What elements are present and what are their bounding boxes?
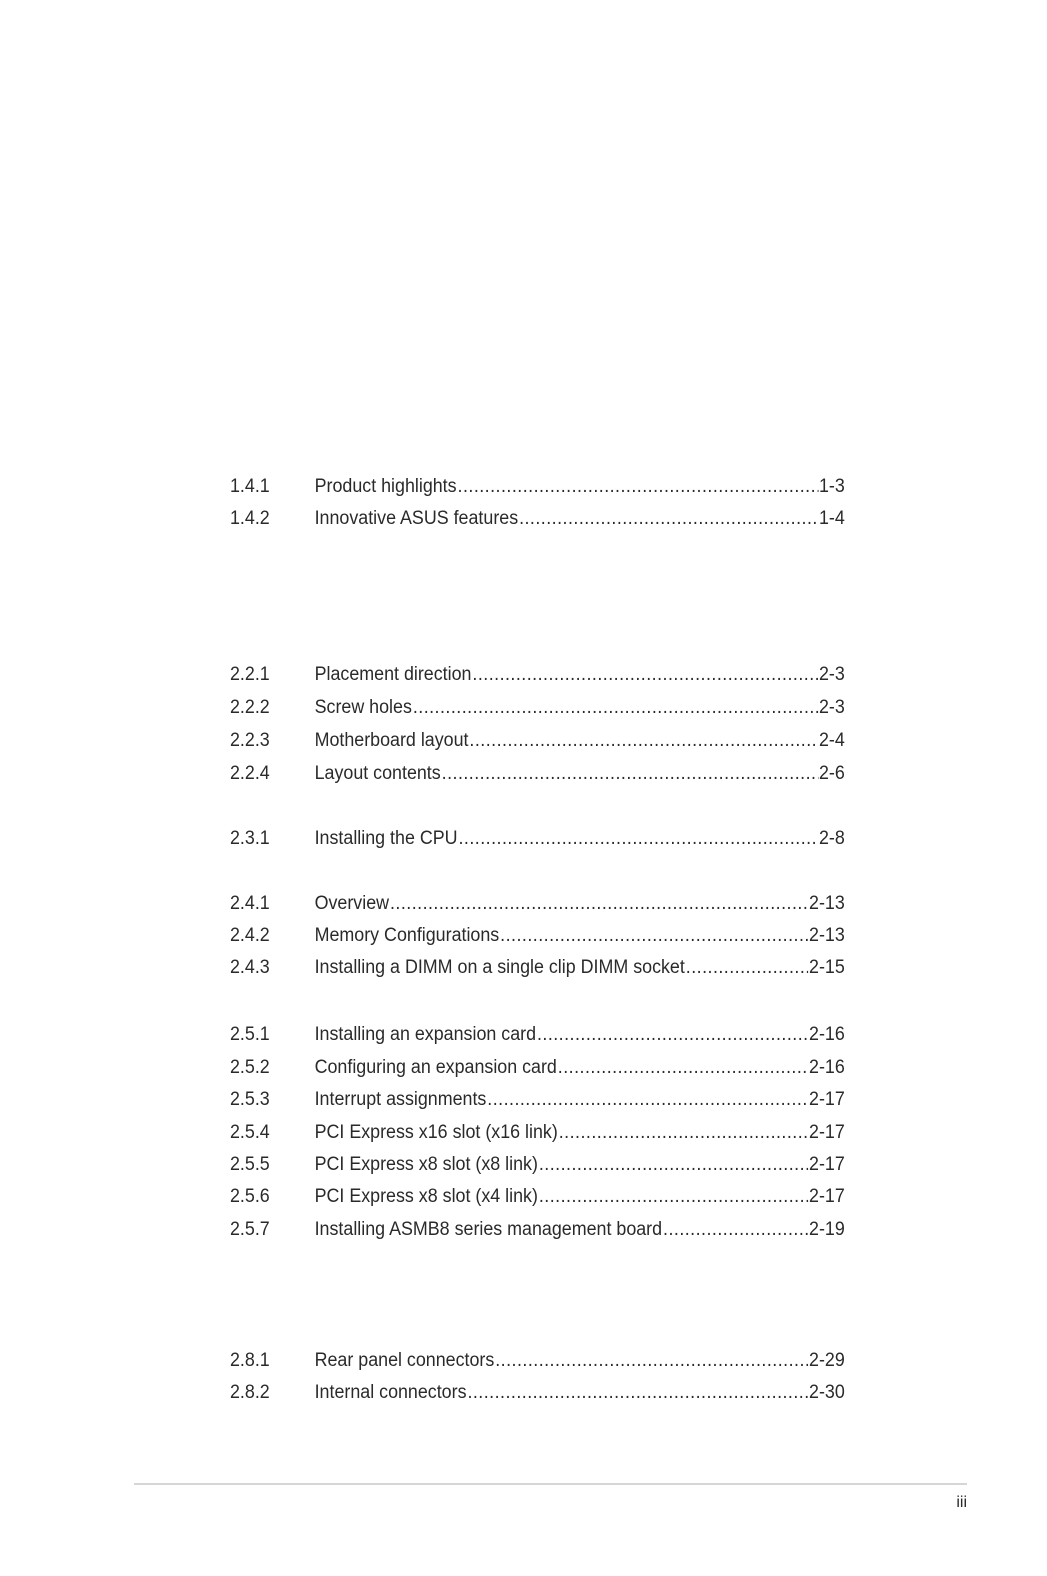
toc-entry-page: 2-29 [809,1350,845,1371]
toc-entry-page: 2-3 [818,664,845,685]
toc-entry[interactable] [230,662,845,688]
toc-entry[interactable] [230,695,845,721]
toc-dot-leader [472,662,818,688]
toc-entry-number: 2.5.7 [230,1219,270,1240]
toc-entry[interactable] [230,1022,845,1048]
toc-entry-title: Placement direction [314,664,472,685]
toc-dot-leader [390,891,808,917]
toc-entry[interactable] [230,923,845,949]
toc-entry[interactable] [230,1348,845,1374]
toc-entry[interactable] [230,826,845,852]
toc-entry-title: Rear panel connectors [314,1350,495,1371]
footer-divider [134,1483,967,1485]
toc-entry-title: PCI Express x16 slot (x16 link) [314,1122,558,1143]
toc-dot-leader [458,474,818,500]
toc-entry[interactable] [230,955,845,981]
toc-dot-leader [495,1348,808,1374]
toc-entry-page: 1-4 [818,508,845,529]
toc-entry[interactable] [230,1217,845,1243]
toc-entry-number: 1.4.2 [230,508,270,529]
toc-dot-leader [442,761,818,787]
toc-entry-title: Memory Configurations [314,925,500,946]
toc-entry-title: Overview [314,893,390,914]
toc-entry-title: PCI Express x8 slot (x4 link) [314,1186,538,1207]
toc-entry-number: 2.5.3 [230,1089,270,1110]
toc-entry-page: 2-4 [818,730,845,751]
toc-entry-number: 2.2.2 [230,697,270,718]
toc-dot-leader [500,923,808,949]
toc-entry-title: Product highlights [314,476,457,497]
toc-entry-page: 2-30 [809,1382,845,1403]
page-number: iii [956,1494,967,1511]
toc-entry-page: 2-6 [818,763,845,784]
toc-dot-leader [458,826,818,852]
toc-entry-number: 2.3.1 [230,828,270,849]
toc-dot-leader [413,695,818,721]
toc-entry-page: 2-17 [809,1154,845,1175]
toc-entry-title: Installing ASMB8 series management board [314,1219,663,1240]
toc-entry[interactable] [230,1152,845,1178]
toc-dot-leader [519,506,818,532]
toc-entry[interactable] [230,1120,845,1146]
toc-dot-leader [469,728,818,754]
toc-dot-leader [539,1184,808,1210]
toc-entry-number: 2.2.4 [230,763,270,784]
toc-entry-page: 2-17 [809,1122,845,1143]
toc-entry-page: 2-16 [809,1057,845,1078]
toc-entry-number: 2.2.1 [230,664,270,685]
toc-entry-number: 2.8.2 [230,1382,270,1403]
toc-dot-leader [537,1022,808,1048]
toc-entry-title: Configuring an expansion card [314,1057,557,1078]
toc-entry-title: Installing an expansion card [314,1024,537,1045]
toc-entry-page: 1-3 [818,476,845,497]
toc-entry-title: Screw holes [314,697,412,718]
toc-entry-number: 2.4.2 [230,925,270,946]
toc-dot-leader [686,955,808,981]
toc-entry-number: 2.2.3 [230,730,270,751]
toc-entry-title: Installing the CPU [314,828,458,849]
toc-entry-number: 2.4.3 [230,957,270,978]
toc-entry[interactable] [230,761,845,787]
toc-entry-number: 2.5.6 [230,1186,270,1207]
toc-entry-number: 2.5.2 [230,1057,270,1078]
toc-entry-page: 2-8 [818,828,845,849]
toc-entry[interactable] [230,506,845,532]
toc-entry[interactable] [230,728,845,754]
toc-entry-number: 2.4.1 [230,893,270,914]
toc-entry-title: PCI Express x8 slot (x8 link) [314,1154,538,1175]
toc-entry[interactable] [230,1087,845,1113]
toc-entry-page: 2-13 [809,893,845,914]
toc-dot-leader [467,1380,808,1406]
toc-entry-number: 1.4.1 [230,476,270,497]
toc-entry-title: Internal connectors [314,1382,467,1403]
toc-entry-title: Innovative ASUS features [314,508,519,529]
toc-entry-page: 2-16 [809,1024,845,1045]
toc-entry-page: 2-3 [818,697,845,718]
toc-dot-leader [539,1152,808,1178]
toc-entry-page: 2-17 [809,1186,845,1207]
toc-entry-page: 2-17 [809,1089,845,1110]
toc-entry-title: Installing a DIMM on a single clip DIMM socket [314,957,685,978]
toc-dot-leader [558,1055,808,1081]
toc-entry[interactable] [230,1380,845,1406]
toc-dot-leader [559,1120,808,1146]
toc-entry-page: 2-19 [809,1219,845,1240]
toc-entry-number: 2.5.4 [230,1122,270,1143]
toc-entry-number: 2.5.1 [230,1024,270,1045]
toc-entry-page: 2-13 [809,925,845,946]
toc-entry[interactable] [230,474,845,500]
toc-entry-number: 2.8.1 [230,1350,270,1371]
toc-entry[interactable] [230,1184,845,1210]
toc-entry[interactable] [230,1055,845,1081]
toc-entry[interactable] [230,891,845,917]
toc-dot-leader [663,1217,808,1243]
toc-entry-title: Motherboard layout [314,730,469,751]
toc-entry-title: Interrupt assignments [314,1089,487,1110]
toc-dot-leader [487,1087,808,1113]
toc-entry-page: 2-15 [809,957,845,978]
toc-entry-number: 2.5.5 [230,1154,270,1175]
toc-entry-title: Layout contents [314,763,441,784]
